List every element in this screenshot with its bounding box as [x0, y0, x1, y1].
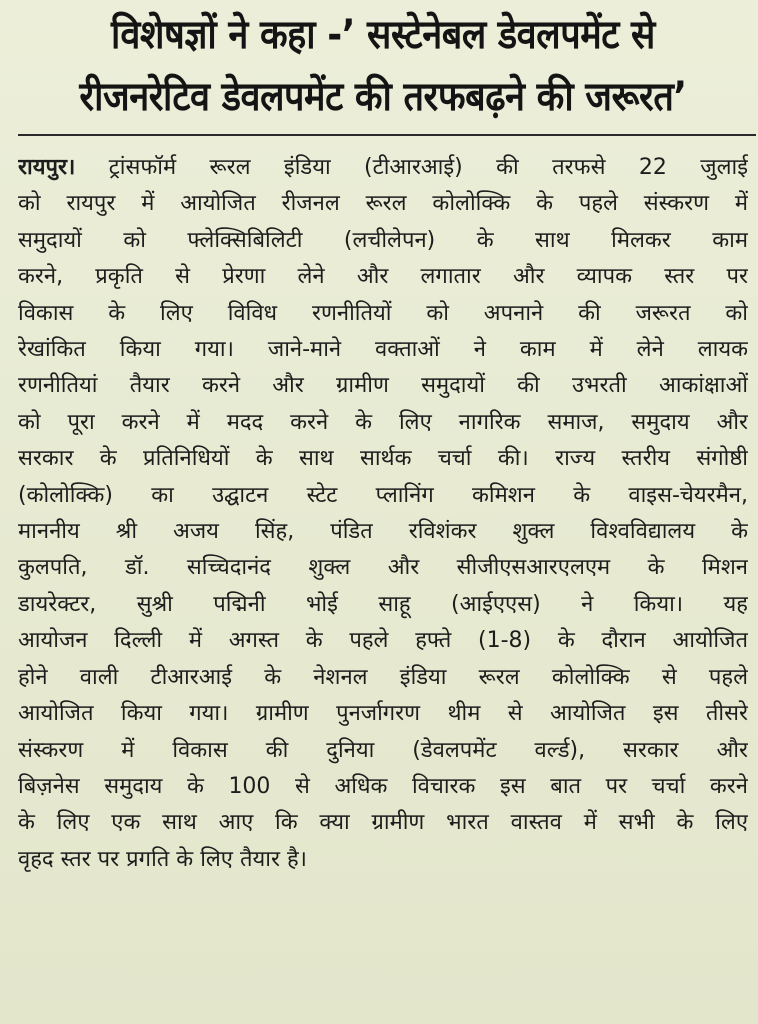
article-line: आयोजन दिल्ली में अगस्त के पहले हफ्ते (1-8) के दौरान आयोजित [18, 628, 748, 654]
headline [55, 4, 712, 128]
article-line: डायरेक्टर, सुश्री पद्मिनी भोई साहू (आईएएस) ने किया। यह [18, 591, 748, 617]
article-line: रेखांकित किया गया। जाने-माने वक्ताओं ने काम में लेने लायक [18, 337, 748, 363]
article-line: होने वाली टीआरआई के नेशनल इंडिया रूरल कोलोक्कि से पहले [18, 664, 748, 690]
article-line: रणनीतियां तैयार करने और ग्रामीण समुदायों की उभरती आकांक्षाओं [18, 373, 748, 399]
article-line: करने, प्रकृति से प्रेरणा लेने और लगातार और व्यापक स्तर पर [18, 264, 748, 290]
article-line: विकास के लिए विविध रणनीतियों को अपनाने की जरूरत को [18, 300, 748, 326]
article-line: (कोलोक्कि) का उद्घाटन स्टेट प्लानिंग कमिशन के वाइस-चेयरमैन, [18, 482, 748, 508]
article-line: को रायपुर में आयोजित रीजनल रूरल कोलोक्कि के पहले संस्करण में [18, 191, 748, 217]
headline-line-1: विशेषज्ञों ने कहा -’ सस्टेनेबल डेवलपमेंट से [111, 12, 655, 58]
article-body [18, 150, 748, 878]
article-line: सरकार के प्रतिनिधियों के साथ सार्थक चर्चा की। राज्य स्तरीय संगोष्ठी [18, 446, 748, 472]
article-line: समुदायों को फ्लेक्सिबिलिटी (लचीलेपन) के साथ मिलकर काम [18, 227, 748, 253]
article-line: के लिए एक साथ आए कि क्या ग्रामीण भारत वास्तव में सभी के लिए [18, 810, 748, 836]
headline-divider [18, 134, 756, 136]
article-line: बिज़नेस समुदाय के 100 से अधिक विचारक इस बात पर चर्चा करने [18, 773, 748, 799]
article-line: संस्करण में विकास की दुनिया (डेवलपमेंट वर्ल्ड), सरकार और [18, 737, 748, 763]
article-line: कुलपति, डॉ. सच्चिदानंद शुक्ल और सीजीएसआरएलएम के मिशन [18, 555, 748, 581]
dateline: रायपुर। [18, 155, 76, 180]
article-line: रायपुर। ट्रांसफॉर्म रूरल इंडिया (टीआरआई) की तरफसे 22 जुलाई [18, 155, 748, 180]
headline-line-2: रीजनरेटिव डेवलपमेंट की तरफबढ़ने की जरूरत’ [79, 74, 687, 120]
article-line: माननीय श्री अजय सिंह, पंडित रविशंकर शुक्ल विश्वविद्यालय के [18, 519, 748, 545]
article-line: को पूरा करने में मदद करने के लिए नागरिक समाज, समुदाय और [18, 409, 748, 435]
article-line: वृहद स्तर पर प्रगति के लिए तैयार है। [18, 846, 307, 872]
article-line: आयोजित किया गया। ग्रामीण पुनर्जागरण थीम से आयोजित इस तीसरे [18, 701, 748, 727]
